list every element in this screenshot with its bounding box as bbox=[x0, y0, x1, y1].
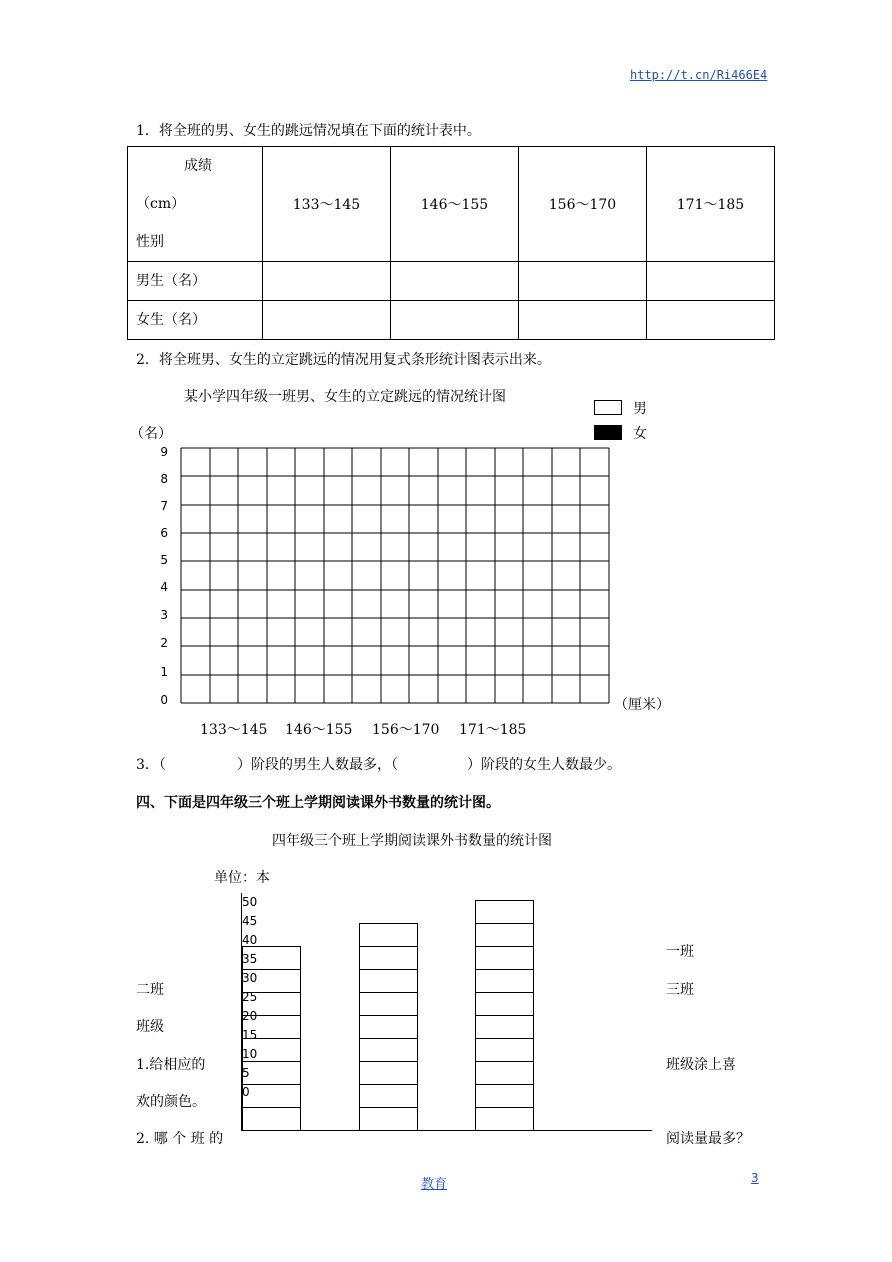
bar-cell bbox=[359, 1015, 418, 1039]
legend-male-label: 男 bbox=[633, 401, 647, 417]
left-text: 欢的颜色。 bbox=[136, 1094, 206, 1110]
table-cell[interactable] bbox=[263, 262, 391, 301]
table-cell[interactable] bbox=[647, 301, 775, 340]
header-link[interactable]: http://t.cn/Ri466E4 bbox=[630, 68, 768, 82]
x-label: 171～185 bbox=[459, 722, 527, 738]
legend-female-label: 女 bbox=[633, 426, 647, 442]
bar-cell bbox=[242, 1061, 301, 1085]
chart1-y-unit: （名） bbox=[130, 426, 172, 442]
bar-cell bbox=[359, 923, 418, 947]
range-header: 146～155 bbox=[391, 147, 519, 262]
bar-cell bbox=[359, 992, 418, 1016]
footer-link[interactable]: 教育 bbox=[421, 1177, 448, 1192]
left-text: 二班 bbox=[136, 982, 164, 998]
table-cell[interactable] bbox=[263, 301, 391, 340]
table-cell[interactable] bbox=[391, 301, 519, 340]
y-tick: 20 bbox=[242, 1009, 258, 1023]
chart1-grid bbox=[180, 447, 610, 705]
x-label: 156～170 bbox=[372, 722, 440, 738]
y-tick: 4 bbox=[160, 580, 168, 594]
bar-cell bbox=[475, 1038, 534, 1062]
y-tick: 1 bbox=[160, 665, 168, 679]
y-tick: 5 bbox=[242, 1066, 250, 1080]
section-4-heading: 四、下面是四年级三个班上学期阅读课外书数量的统计图。 bbox=[136, 795, 500, 811]
y-tick: 40 bbox=[242, 933, 258, 947]
left-text: 2. 哪 个 班 的 bbox=[136, 1131, 224, 1147]
chart1-title: 某小学四年级一班男、女生的立定跳远的情况统计图 bbox=[184, 389, 506, 405]
y-tick: 10 bbox=[242, 1047, 258, 1061]
header-line-unit: （cm） bbox=[136, 196, 186, 212]
x-label: 133～145 bbox=[200, 722, 268, 738]
header-line-score: 成绩 bbox=[184, 158, 212, 174]
y-tick: 35 bbox=[242, 952, 258, 966]
left-text: 班级 bbox=[136, 1019, 164, 1035]
right-text: 一班 bbox=[666, 944, 694, 960]
y-tick: 15 bbox=[242, 1028, 258, 1042]
question-3-part3: ）阶段的女生人数最少。 bbox=[467, 757, 621, 773]
score-table bbox=[127, 146, 775, 340]
range-header: 156～170 bbox=[519, 147, 647, 262]
table-header-cell bbox=[128, 147, 263, 262]
table-cell[interactable] bbox=[391, 262, 519, 301]
right-text: 班级涂上喜 bbox=[666, 1057, 736, 1073]
y-tick: 8 bbox=[160, 472, 168, 486]
bar-cell bbox=[475, 1107, 534, 1131]
question-1-text: 1．将全班的男、女生的跳远情况填在下面的统计表中。 bbox=[136, 123, 481, 139]
chart1-x-unit: （厘米） bbox=[614, 697, 670, 713]
y-tick: 0 bbox=[160, 693, 168, 707]
bar-cell bbox=[359, 1038, 418, 1062]
header-line-gender: 性别 bbox=[136, 234, 164, 250]
bar-cell bbox=[359, 1107, 418, 1131]
bar-cell bbox=[475, 923, 534, 947]
legend-male-swatch bbox=[594, 400, 622, 415]
chart2-title: 四年级三个班上学期阅读课外书数量的统计图 bbox=[272, 833, 552, 849]
bar-cell bbox=[359, 969, 418, 993]
bar-cell bbox=[475, 1015, 534, 1039]
bar-cell bbox=[242, 1084, 301, 1108]
y-tick: 6 bbox=[160, 526, 168, 540]
bar-cell bbox=[475, 992, 534, 1016]
right-text: 阅读量最多？ bbox=[666, 1131, 750, 1147]
bar-cell bbox=[475, 1084, 534, 1108]
question-3-part1: 3．（ bbox=[136, 757, 166, 773]
chart2-unit: 单位：本 bbox=[214, 870, 270, 886]
y-tick: 9 bbox=[160, 445, 168, 459]
y-tick: 50 bbox=[242, 895, 258, 909]
bar-cell bbox=[475, 969, 534, 993]
x-label: 146～155 bbox=[285, 722, 353, 738]
bar-cell bbox=[475, 946, 534, 970]
y-tick: 5 bbox=[160, 553, 168, 567]
y-tick: 30 bbox=[242, 971, 258, 985]
bar-cell bbox=[475, 1061, 534, 1085]
bar-cell bbox=[242, 1107, 301, 1131]
row-label-female: 女生（名） bbox=[128, 301, 263, 340]
bar-cell bbox=[359, 1061, 418, 1085]
y-tick: 3 bbox=[160, 608, 168, 622]
row-label-male: 男生（名） bbox=[128, 262, 263, 301]
bar-cell bbox=[475, 900, 534, 924]
y-tick: 2 bbox=[160, 636, 168, 650]
right-text: 三班 bbox=[666, 982, 694, 998]
table-cell[interactable] bbox=[519, 262, 647, 301]
y-tick: 25 bbox=[242, 990, 258, 1004]
y-tick: 45 bbox=[242, 914, 258, 928]
table-cell[interactable] bbox=[647, 262, 775, 301]
question-3-part2: ）阶段的男生人数最多，（ bbox=[237, 757, 398, 773]
page-number: 3 bbox=[751, 1171, 759, 1185]
range-header: 133～145 bbox=[263, 147, 391, 262]
y-tick: 0 bbox=[242, 1085, 250, 1099]
range-header: 171～185 bbox=[647, 147, 775, 262]
question-2-text: 2．将全班男、女生的立定跳远的情况用复式条形统计图表示出来。 bbox=[136, 352, 551, 368]
table-cell[interactable] bbox=[519, 301, 647, 340]
bar-cell bbox=[359, 1084, 418, 1108]
legend-female-swatch bbox=[594, 425, 622, 440]
chart2-baseline bbox=[241, 1130, 652, 1131]
y-tick: 7 bbox=[160, 499, 168, 513]
left-text: 1.给相应的 bbox=[136, 1057, 206, 1073]
bar-cell bbox=[359, 946, 418, 970]
